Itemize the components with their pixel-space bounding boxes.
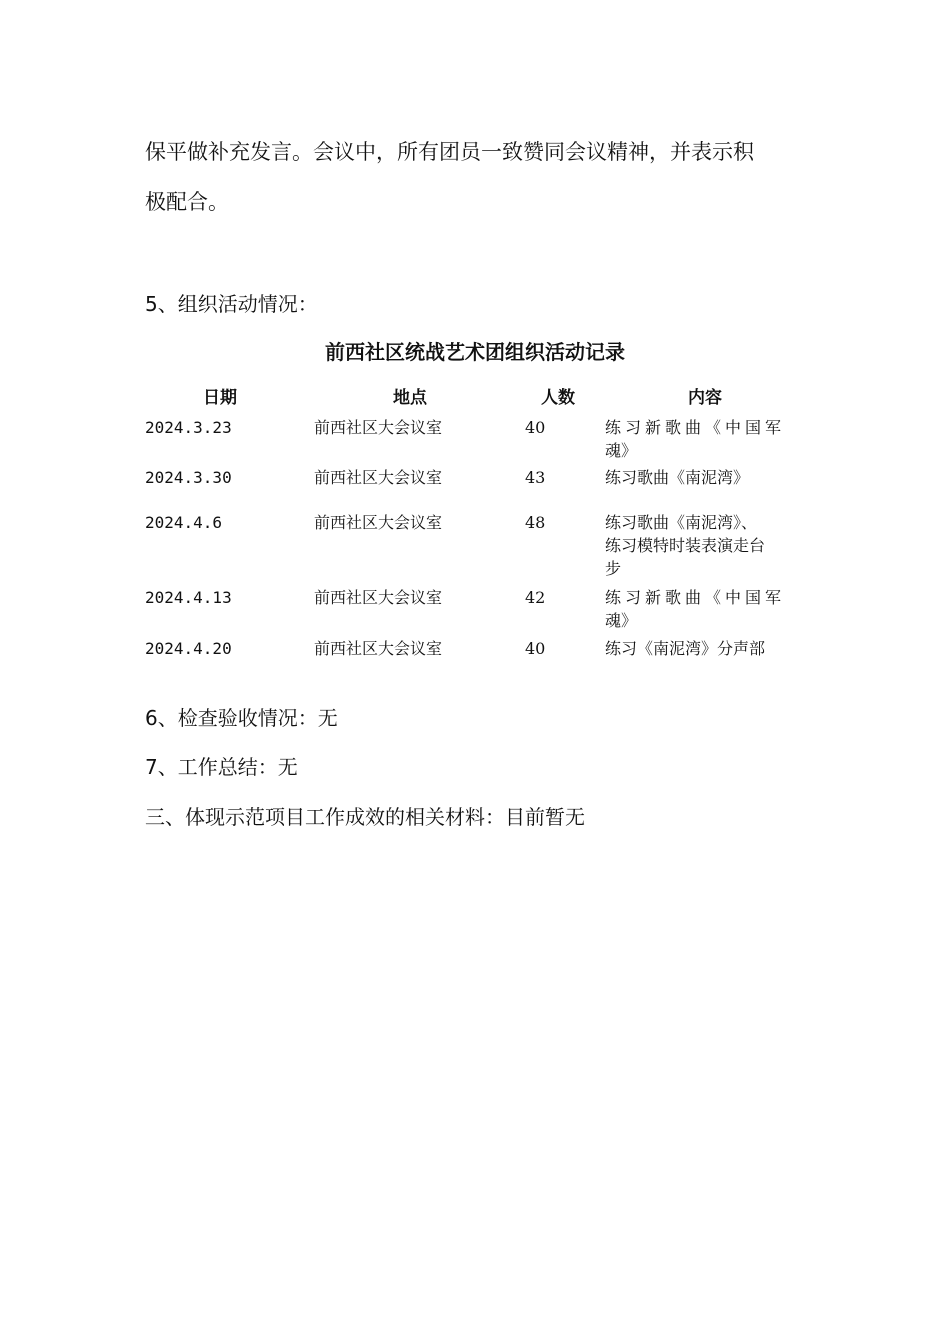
row-content bbox=[605, 416, 810, 462]
row-count: 42 bbox=[525, 588, 546, 607]
paragraph-line-1: 保平做补充发言。会议中，所有团员一致赞同会议精神，并表示积 bbox=[145, 140, 754, 164]
paragraph-line-2: 极配合。 bbox=[145, 190, 229, 214]
row-content-line: 练习新歌曲《中国军 bbox=[605, 418, 786, 437]
row-content-line: 魂》 bbox=[605, 441, 638, 460]
row-content-line: 练习歌曲《南泥湾》 bbox=[605, 468, 750, 487]
row-content-line: 魂》 bbox=[605, 611, 638, 630]
header-date: 日期 bbox=[203, 388, 237, 408]
row-date: 2024.3.30 bbox=[145, 468, 232, 487]
section-7-heading: 7、工作总结：无 bbox=[145, 755, 298, 779]
row-content-line: 练习《南泥湾》分声部 bbox=[605, 639, 766, 658]
row-count: 40 bbox=[525, 418, 546, 437]
row-content-line: 练习新歌曲《中国军 bbox=[605, 588, 786, 607]
row-content bbox=[605, 586, 810, 632]
section-5-heading: 5、组织活动情况： bbox=[145, 292, 318, 316]
row-count: 40 bbox=[525, 639, 546, 658]
row-content-line: 练习歌曲《南泥湾》、 bbox=[605, 513, 758, 532]
row-content bbox=[605, 637, 810, 660]
section-6-heading: 6、检查验收情况：无 bbox=[145, 706, 338, 730]
row-place: 前西社区大会议室 bbox=[314, 468, 443, 487]
header-count: 人数 bbox=[541, 388, 575, 408]
row-content bbox=[605, 466, 810, 489]
row-content bbox=[605, 511, 810, 580]
row-date: 2024.4.13 bbox=[145, 588, 232, 607]
row-date: 2024.3.23 bbox=[145, 418, 232, 437]
row-content-line: 练习模特时装表演走台 bbox=[605, 536, 766, 555]
row-date: 2024.4.20 bbox=[145, 639, 232, 658]
section-3-heading: 三、体现示范项目工作成效的相关材料：目前暂无 bbox=[145, 805, 585, 829]
row-place: 前西社区大会议室 bbox=[314, 639, 443, 658]
row-count: 48 bbox=[525, 513, 546, 532]
row-count: 43 bbox=[525, 468, 546, 487]
table-title: 前西社区统战艺术团组织活动记录 bbox=[325, 340, 625, 364]
row-place: 前西社区大会议室 bbox=[314, 588, 443, 607]
row-date: 2024.4.6 bbox=[145, 513, 223, 532]
row-place: 前西社区大会议室 bbox=[314, 418, 443, 437]
row-place: 前西社区大会议室 bbox=[314, 513, 443, 532]
header-place: 地点 bbox=[393, 388, 427, 408]
row-content-line: 步 bbox=[605, 559, 622, 578]
header-content: 内容 bbox=[688, 388, 722, 408]
